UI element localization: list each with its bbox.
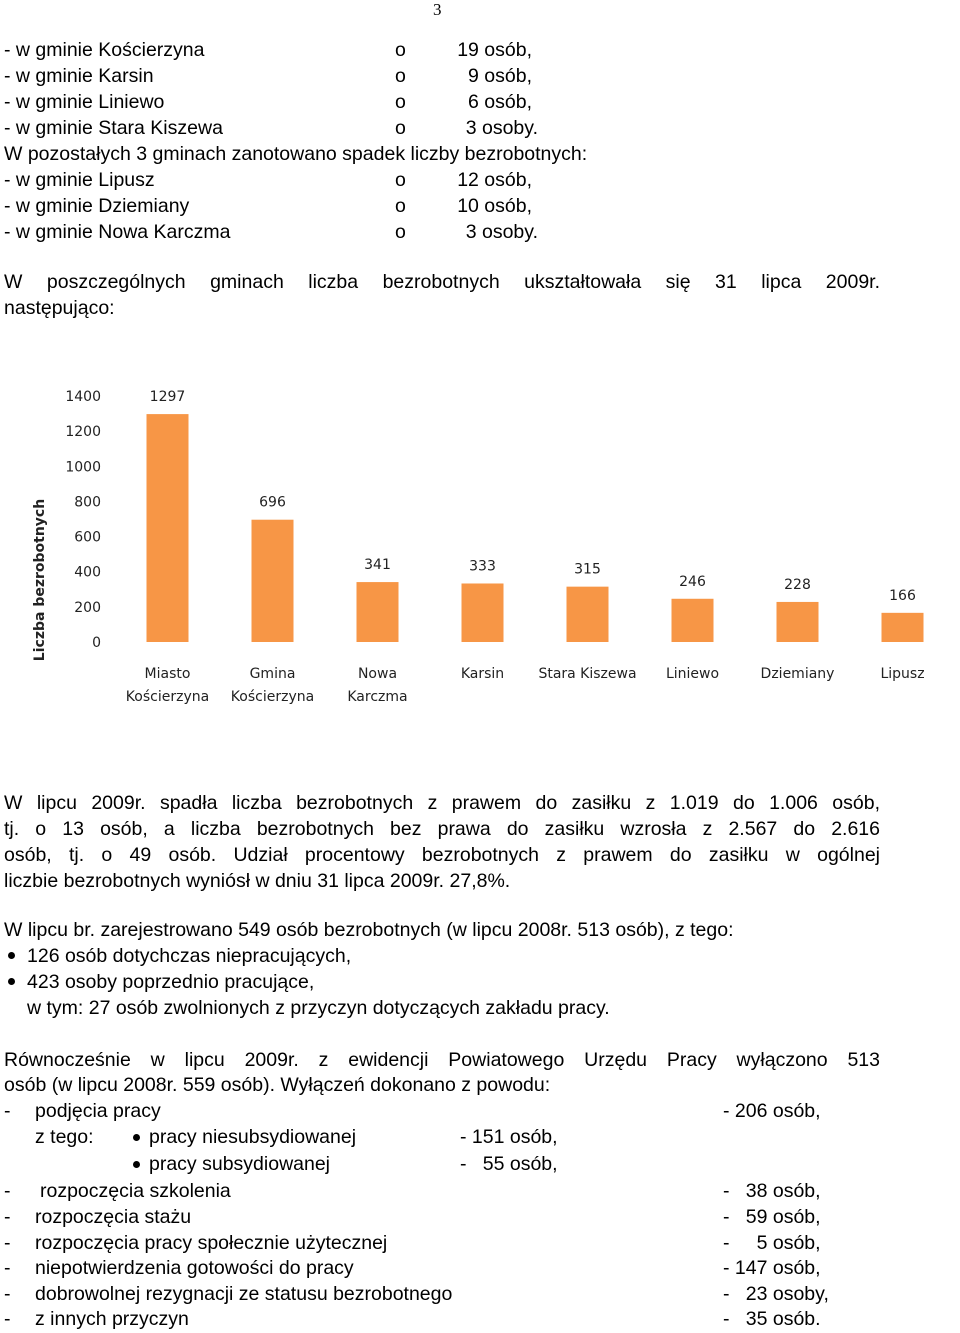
list-item-value: 9 osób, bbox=[468, 65, 532, 87]
x-tick-label: Miasto bbox=[144, 666, 191, 682]
x-tick-label: Karsin bbox=[460, 666, 505, 682]
list-item: - w gminie Dziemiany bbox=[4, 195, 190, 217]
data-label: 341 bbox=[364, 557, 391, 574]
bar bbox=[252, 520, 294, 642]
y-tick-label: 800 bbox=[74, 494, 101, 511]
reason-label: rozpoczęcia stażu bbox=[35, 1206, 192, 1228]
data-label: 315 bbox=[574, 561, 601, 578]
y-tick-label: 200 bbox=[74, 599, 101, 616]
reason-label: niepotwierdzenia gotowości do pracy bbox=[35, 1257, 354, 1279]
bullet-icon bbox=[133, 1134, 140, 1141]
bullet-icon bbox=[133, 1161, 140, 1168]
reason-dash: - bbox=[4, 1180, 11, 1202]
bar bbox=[777, 602, 819, 642]
bar bbox=[147, 414, 189, 642]
list-item-marker: o bbox=[395, 117, 406, 139]
x-tick-label: Nowa bbox=[357, 666, 398, 682]
bullet-subline: w tym: 27 osób zwolnionych z przyczyn dotyczących zakładu pracy. bbox=[27, 997, 610, 1019]
list-item: - w gminie Karsin bbox=[4, 65, 154, 87]
list-item-marker: o bbox=[395, 221, 406, 243]
x-tick-label: Karczma bbox=[347, 689, 408, 705]
list-item: - w gminie Kościerzyna bbox=[4, 39, 205, 61]
paragraph-line: liczbie bezrobotnych wyniósł w dniu 31 lipca 2009r. 27,8%. bbox=[4, 870, 511, 892]
list-item-marker: o bbox=[395, 65, 406, 87]
list-item-value: 3 osoby. bbox=[465, 221, 538, 243]
bullet-item: 126 osób dotychczas niepracujących, bbox=[27, 945, 352, 967]
x-tick-label: Gmina bbox=[249, 666, 296, 682]
unemployment-bar-chart bbox=[0, 360, 960, 740]
bar bbox=[672, 599, 714, 642]
data-label: 1297 bbox=[149, 389, 186, 406]
sub-reason-item: pracy subsydiowanej bbox=[149, 1153, 331, 1175]
list-item: - w gminie Stara Kiszewa bbox=[4, 117, 223, 139]
sub-reason-item: pracy niesubsydiowanej bbox=[149, 1126, 357, 1148]
list-item-marker: o bbox=[395, 39, 406, 61]
reason-label: z innych przyczyn bbox=[35, 1308, 189, 1330]
y-tick-label: 1000 bbox=[65, 459, 101, 476]
reason-value: - 35 osób. bbox=[723, 1308, 821, 1330]
bar bbox=[567, 587, 609, 642]
x-tick-label: Liniewo bbox=[665, 666, 720, 682]
intro-paragraph-line: następująco: bbox=[4, 297, 115, 319]
x-tick-label: Lipusz bbox=[880, 666, 925, 682]
list-item: - w gminie Nowa Karczma bbox=[4, 221, 231, 243]
reason-label: rozpoczęcia szkolenia bbox=[40, 1180, 231, 1202]
y-tick-label: 0 bbox=[92, 635, 101, 651]
reason-value: - 206 osób, bbox=[723, 1100, 821, 1122]
y-tick-label: 600 bbox=[74, 529, 101, 546]
bullet-icon bbox=[8, 952, 15, 959]
bar bbox=[462, 583, 504, 642]
paragraph-line: Równocześnie w lipcu 2009r. z ewidencji Powiatowego Urzędu Pracy wyłączono 513 bbox=[4, 1049, 880, 1071]
x-tick-label: Dziemiany bbox=[760, 666, 835, 682]
sub-reason-label: z tego: bbox=[35, 1126, 94, 1148]
reason-dash: - bbox=[4, 1232, 11, 1254]
list-item-value: 3 osoby. bbox=[465, 117, 538, 139]
sub-reason-value: - 55 osób, bbox=[460, 1153, 558, 1175]
list-item: - w gminie Lipusz bbox=[4, 169, 155, 191]
list-item-value: 6 osób, bbox=[468, 91, 532, 113]
y-tick-label: 1400 bbox=[65, 389, 101, 405]
list-item-marker: o bbox=[395, 91, 406, 113]
data-label: 246 bbox=[679, 573, 706, 590]
reason-dash: - bbox=[4, 1283, 11, 1305]
data-label: 696 bbox=[259, 494, 286, 511]
data-label: 228 bbox=[784, 576, 811, 593]
decrease-intro: W pozostałych 3 gminach zanotowano spadek liczby bezrobotnych: bbox=[4, 143, 588, 165]
x-tick-label: Kościerzyna bbox=[230, 689, 315, 705]
intro-paragraph-line: W poszczególnych gminach liczba bezrobotnych ukształtowała się 31 lipca 2009r. bbox=[4, 271, 880, 293]
reason-value: - 38 osób, bbox=[723, 1180, 821, 1202]
reason-dash: - bbox=[4, 1206, 11, 1228]
sub-reason-value: - 151 osób, bbox=[460, 1126, 558, 1148]
x-tick-label: Kościerzyna bbox=[125, 689, 210, 705]
reason-value: - 23 osoby, bbox=[723, 1283, 829, 1305]
list-item-value: 12 osób, bbox=[457, 169, 532, 191]
paragraph-line: W lipcu br. zarejestrowano 549 osób bezrobotnych (w lipcu 2008r. 513 osób), z tego: bbox=[4, 919, 734, 941]
paragraph-line: W lipcu 2009r. spadła liczba bezrobotnych z prawem do zasiłku z 1.019 do 1.006 osób, bbox=[4, 792, 880, 814]
list-item: - w gminie Liniewo bbox=[4, 91, 165, 113]
reason-label: podjęcia pracy bbox=[35, 1100, 161, 1122]
data-label: 333 bbox=[469, 558, 496, 575]
page-number: 3 bbox=[433, 0, 442, 19]
reason-dash: - bbox=[4, 1100, 11, 1122]
data-label: 166 bbox=[889, 587, 916, 604]
paragraph-line: tj. o 13 osób, a liczba bezrobotnych bez prawa do zasiłku wzrosła z 2.567 do 2.616 bbox=[4, 818, 880, 840]
list-item-value: 10 osób, bbox=[457, 195, 532, 217]
reason-dash: - bbox=[4, 1308, 11, 1330]
bullet-icon bbox=[8, 978, 15, 985]
reason-value: - 5 osób, bbox=[723, 1232, 821, 1254]
reason-value: - 147 osób, bbox=[723, 1257, 821, 1279]
list-item-marker: o bbox=[395, 195, 406, 217]
reason-label: rozpoczęcia pracy społecznie użytecznej bbox=[35, 1232, 388, 1254]
reason-label: dobrowolnej rezygnacji ze statusu bezrobotnego bbox=[35, 1283, 453, 1305]
bar bbox=[882, 613, 924, 642]
paragraph-line: osób, tj. o 49 osób. Udział procentowy bezrobotnych z prawem do zasiłku w ogólnej bbox=[4, 844, 880, 866]
bullet-item: 423 osoby poprzednio pracujące, bbox=[27, 971, 315, 993]
y-tick-label: 1200 bbox=[65, 424, 101, 441]
paragraph-line: osób (w lipcu 2008r. 559 osób). Wyłączeń dokonano z powodu: bbox=[4, 1074, 551, 1096]
y-tick-label: 400 bbox=[74, 564, 101, 581]
reason-dash: - bbox=[4, 1257, 11, 1279]
x-tick-label: Stara Kiszewa bbox=[538, 666, 637, 682]
y-axis-label: Liczba bezrobotnych bbox=[32, 498, 48, 662]
bar bbox=[357, 582, 399, 642]
list-item-value: 19 osób, bbox=[457, 39, 532, 61]
reason-value: - 59 osób, bbox=[723, 1206, 821, 1228]
list-item-marker: o bbox=[395, 169, 406, 191]
